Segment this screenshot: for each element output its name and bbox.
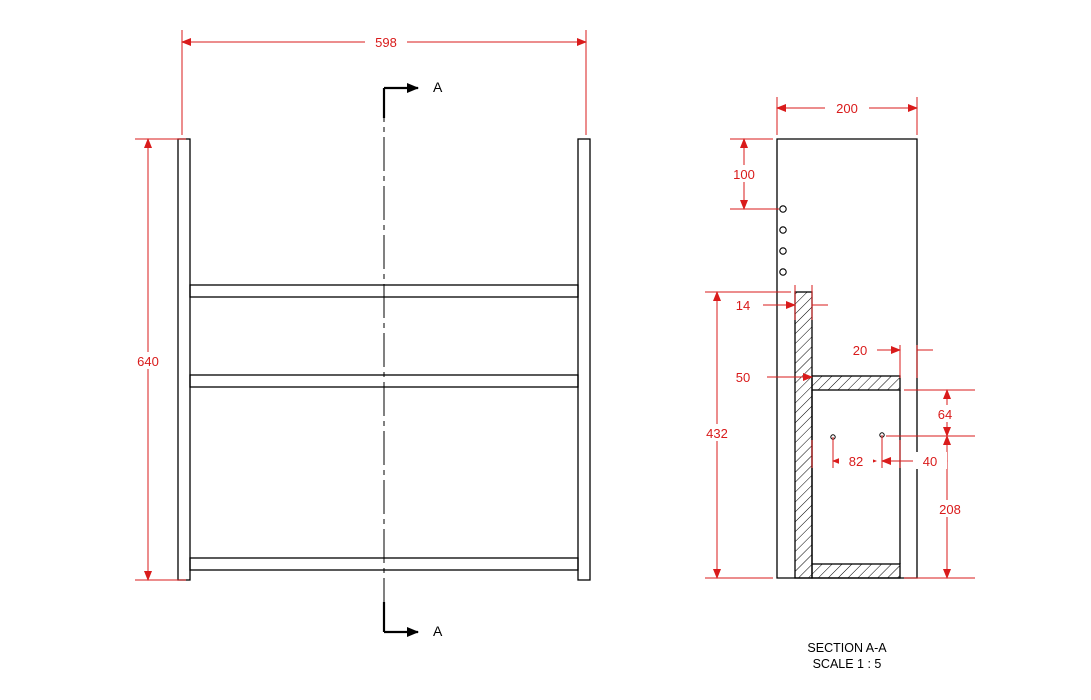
hole-4: [780, 269, 786, 275]
section-caption-line2: SCALE 1 : 5: [812, 657, 882, 671]
hole-1: [780, 206, 786, 212]
dimension-208-text: 208: [939, 502, 961, 517]
dimension-20: [869, 345, 933, 378]
dimension-640-text: 640: [137, 354, 159, 369]
section-web-wall: [795, 292, 812, 578]
hole-3: [780, 248, 786, 254]
right-upright: [578, 139, 590, 580]
dimension-14: [763, 285, 828, 320]
dimension-20-text: 20: [852, 343, 868, 358]
section-mark-bottom: [384, 602, 443, 639]
dimension-40-text: 40: [922, 454, 938, 469]
dimension-50-text: 50: [735, 370, 751, 385]
dimension-14-text: 14: [735, 298, 751, 313]
section-label-bottom: A: [433, 623, 443, 639]
section-label-top: A: [433, 79, 443, 95]
section-view-geometry: [777, 139, 917, 578]
dimension-432-text: 432: [706, 426, 728, 441]
dimension-82-text: 82: [848, 454, 864, 469]
section-mark-top: [384, 79, 443, 118]
left-upright: [178, 139, 190, 580]
dimension-64-text: 64: [937, 407, 953, 422]
section-base-plate: [812, 564, 900, 578]
section-caption-line1: SECTION A-A: [807, 641, 887, 655]
hole-2: [780, 227, 786, 233]
section-upper-shelf: [812, 376, 900, 390]
dimension-100-text: 100: [733, 167, 755, 182]
dimension-598-text: 598: [375, 35, 397, 50]
dimension-200-text: 200: [836, 101, 858, 116]
